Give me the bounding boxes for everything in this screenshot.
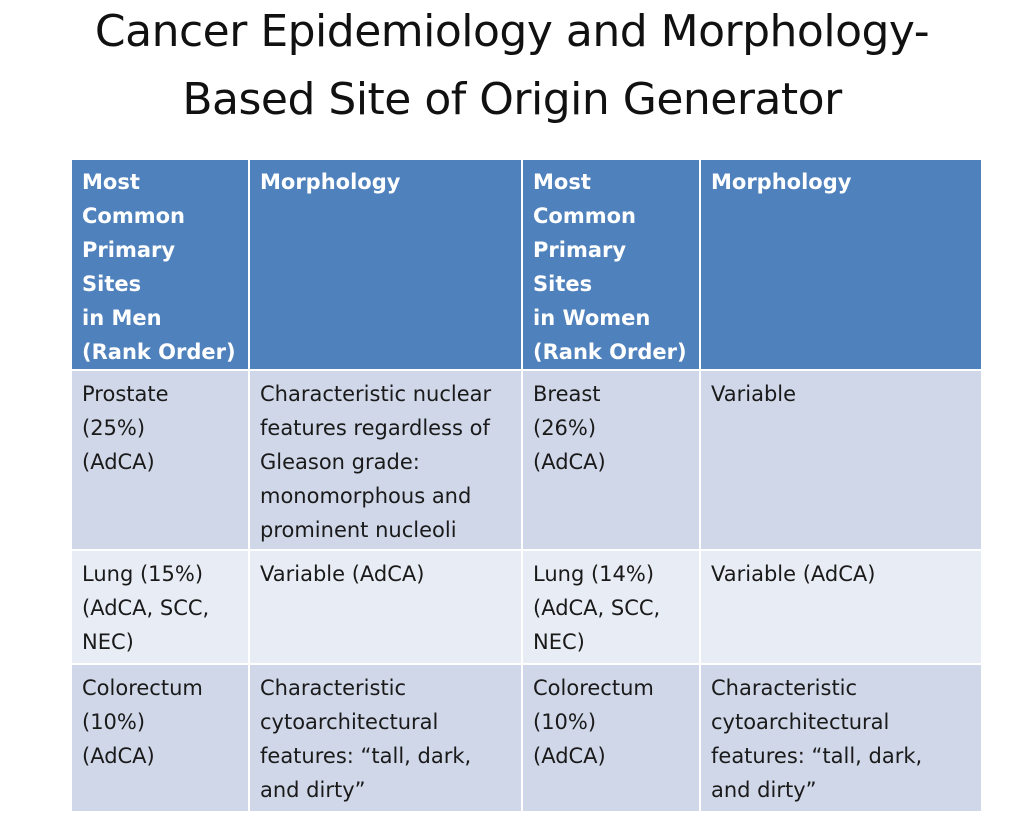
table-cell: Characteristic cytoarchitectural features: “tall, dark, and dirty”: [249, 664, 522, 812]
slide-title: [0, 0, 1024, 138]
table-cell: Prostate (25%) (AdCA): [71, 370, 249, 550]
header-women-sites: Most Common Primary Sites in Women (Rank Order): [522, 159, 700, 370]
table-header-row: [71, 159, 982, 370]
table-cell: Colorectum (10%) (AdCA): [522, 664, 700, 812]
title-line-1: Cancer Epidemiology and Morphology-: [94, 6, 930, 57]
header-men-morphology: Morphology: [249, 159, 522, 370]
table-row: [71, 370, 982, 550]
table-cell: Variable (AdCA): [700, 550, 982, 664]
table-cell: Characteristic cytoarchitectural features: “tall, dark, and dirty”: [700, 664, 982, 812]
title-line-2: Based Site of Origin Generator: [182, 74, 842, 125]
header-women-morphology: Morphology: [700, 159, 982, 370]
epidemiology-table: [70, 158, 983, 813]
header-men-sites: Most Common Primary Sites in Men (Rank Order): [71, 159, 249, 370]
table-row: [71, 550, 982, 664]
table-cell: Breast (26%) (AdCA): [522, 370, 700, 550]
table-cell: Characteristic nuclear features regardless of Gleason grade: monomorphous and prominent nucleoli: [249, 370, 522, 550]
table-cell: Lung (15%) (AdCA, SCC, NEC): [71, 550, 249, 664]
table-row: [71, 664, 982, 812]
table-cell: Variable: [700, 370, 982, 550]
table-cell: Variable (AdCA): [249, 550, 522, 664]
table-cell: Colorectum (10%) (AdCA): [71, 664, 249, 812]
table-cell: Lung (14%) (AdCA, SCC, NEC): [522, 550, 700, 664]
